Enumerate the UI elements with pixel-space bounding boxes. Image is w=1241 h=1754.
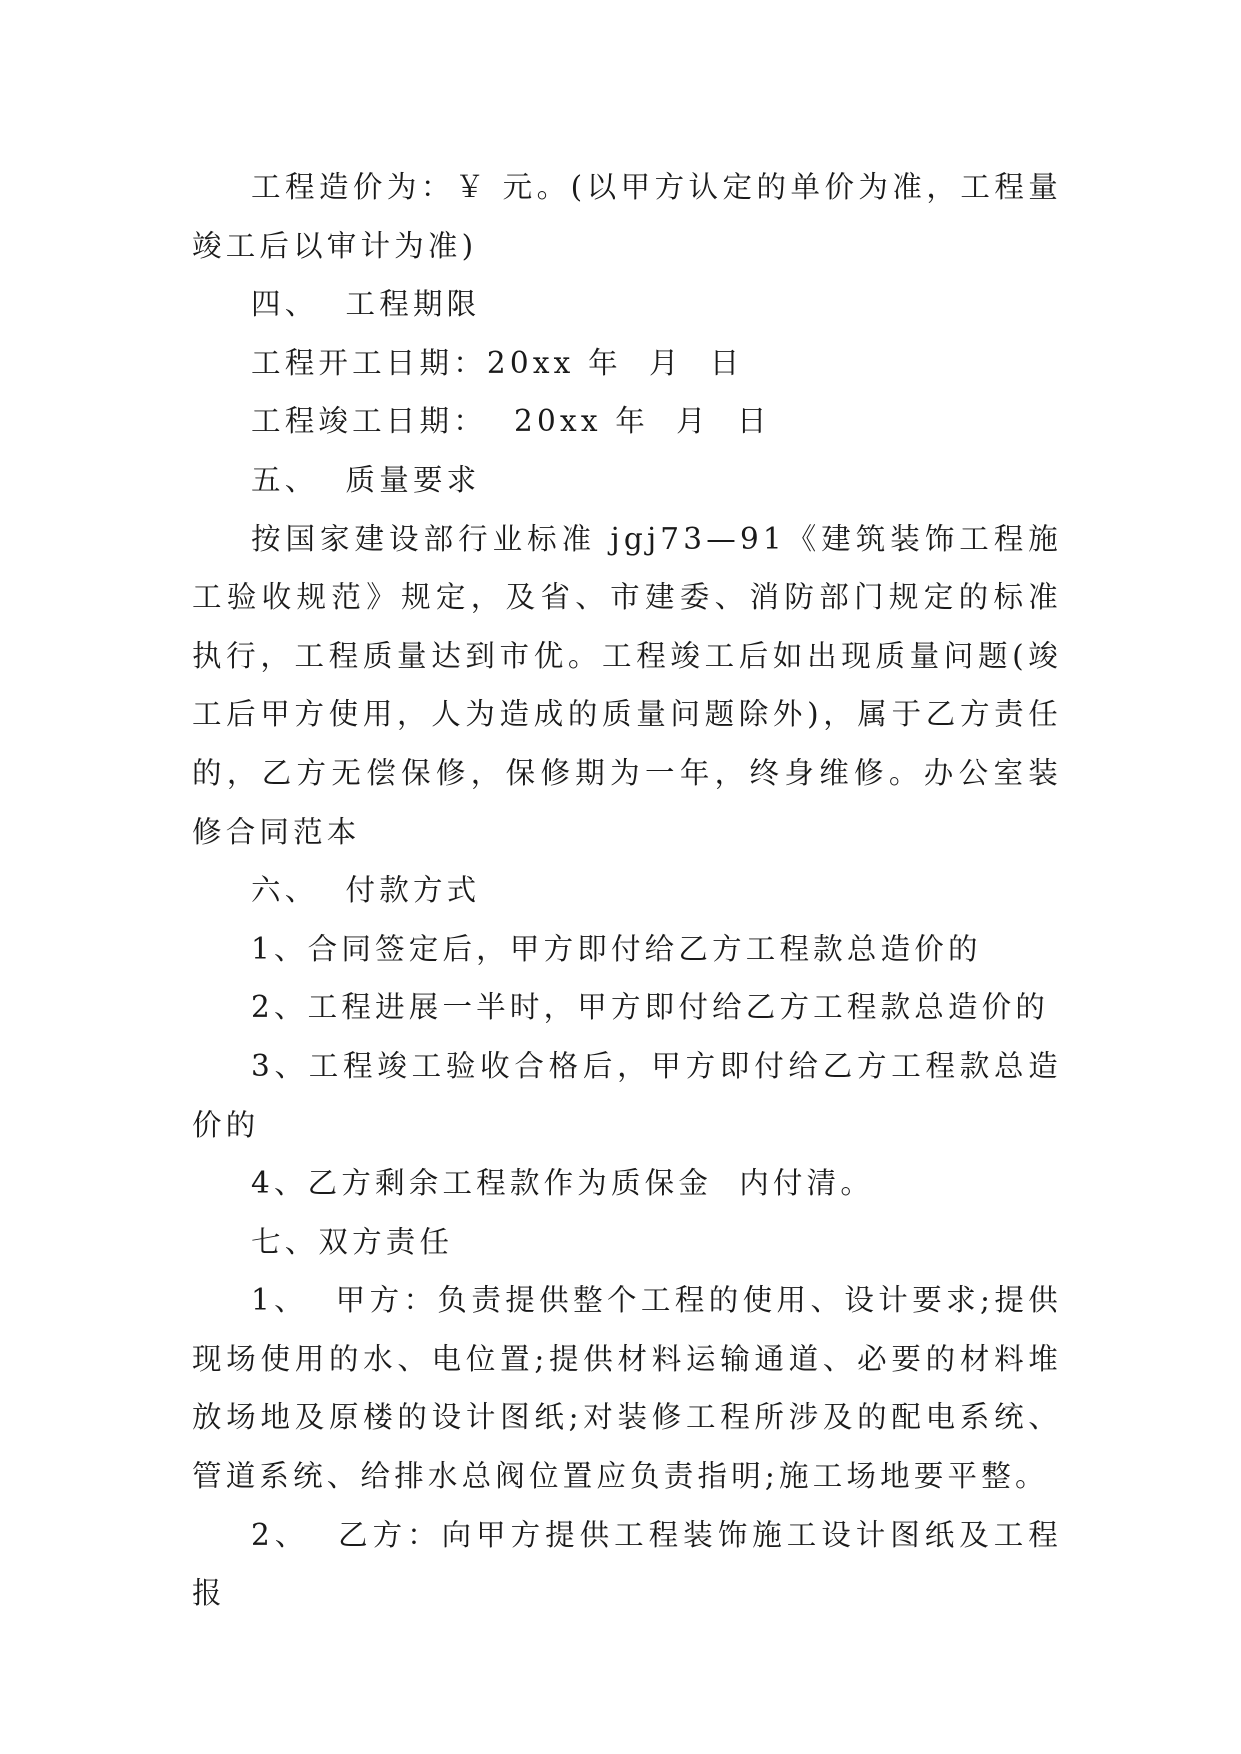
paragraph-cost: 工程造价为：￥ 元。(以甲方认定的单价为准，工程量竣工后以审计为准): [192, 170, 1062, 263]
paragraph-completion-date: 工程竣工日期： 20xx 年 月 日: [251, 404, 771, 439]
heading-payment: 六、 付款方式: [251, 873, 481, 908]
paragraph-quality: 按国家建设部行业标准 jgj73—91《建筑装饰工程施工验收规范》规定，及省、市建委、消防部门规定的标准执行，工程质量达到市优。工程竣工后如出现质量问题(竣工后甲方使用，人为造成的质量问题除外)，属于乙方责任的，乙方无偿保修，保修期为一年，终身维修。办公室装修合同范本: [192, 521, 1062, 849]
heading-quality: 五、 质量要求: [251, 462, 481, 497]
paragraph-party-b: 2、 乙方：向甲方提供工程装饰施工设计图纸及工程报: [192, 1517, 1062, 1611]
paragraph-start-date: 工程开工日期：20xx 年 月 日: [251, 345, 744, 380]
paragraph-party-a: 1、 甲方：负责提供整个工程的使用、设计要求;提供现场使用的水、电位置;提供材料运输通道、必要的材料堆放场地及原楼的设计图纸;对装修工程所涉及的配电系统、管道系统、给排水总阀位置应负责指明;施工场地要平整。: [192, 1283, 1062, 1494]
paragraph-payment-4: 4、乙方剩余工程款作为质保金 内付清。: [251, 1166, 875, 1201]
paragraph-payment-2: 2、工程进展一半时，甲方即付给乙方工程款总造价的: [251, 990, 1050, 1025]
heading-responsibilities: 七、双方责任: [251, 1224, 454, 1259]
document-body: [192, 158, 1062, 1623]
heading-schedule: 四、 工程期限: [251, 287, 481, 322]
paragraph-payment-1: 1、合同签定后，甲方即付给乙方工程款总造价的: [251, 931, 982, 966]
paragraph-payment-3: 3、工程竣工验收合格后，甲方即付给乙方工程款总造价的: [192, 1048, 1062, 1142]
